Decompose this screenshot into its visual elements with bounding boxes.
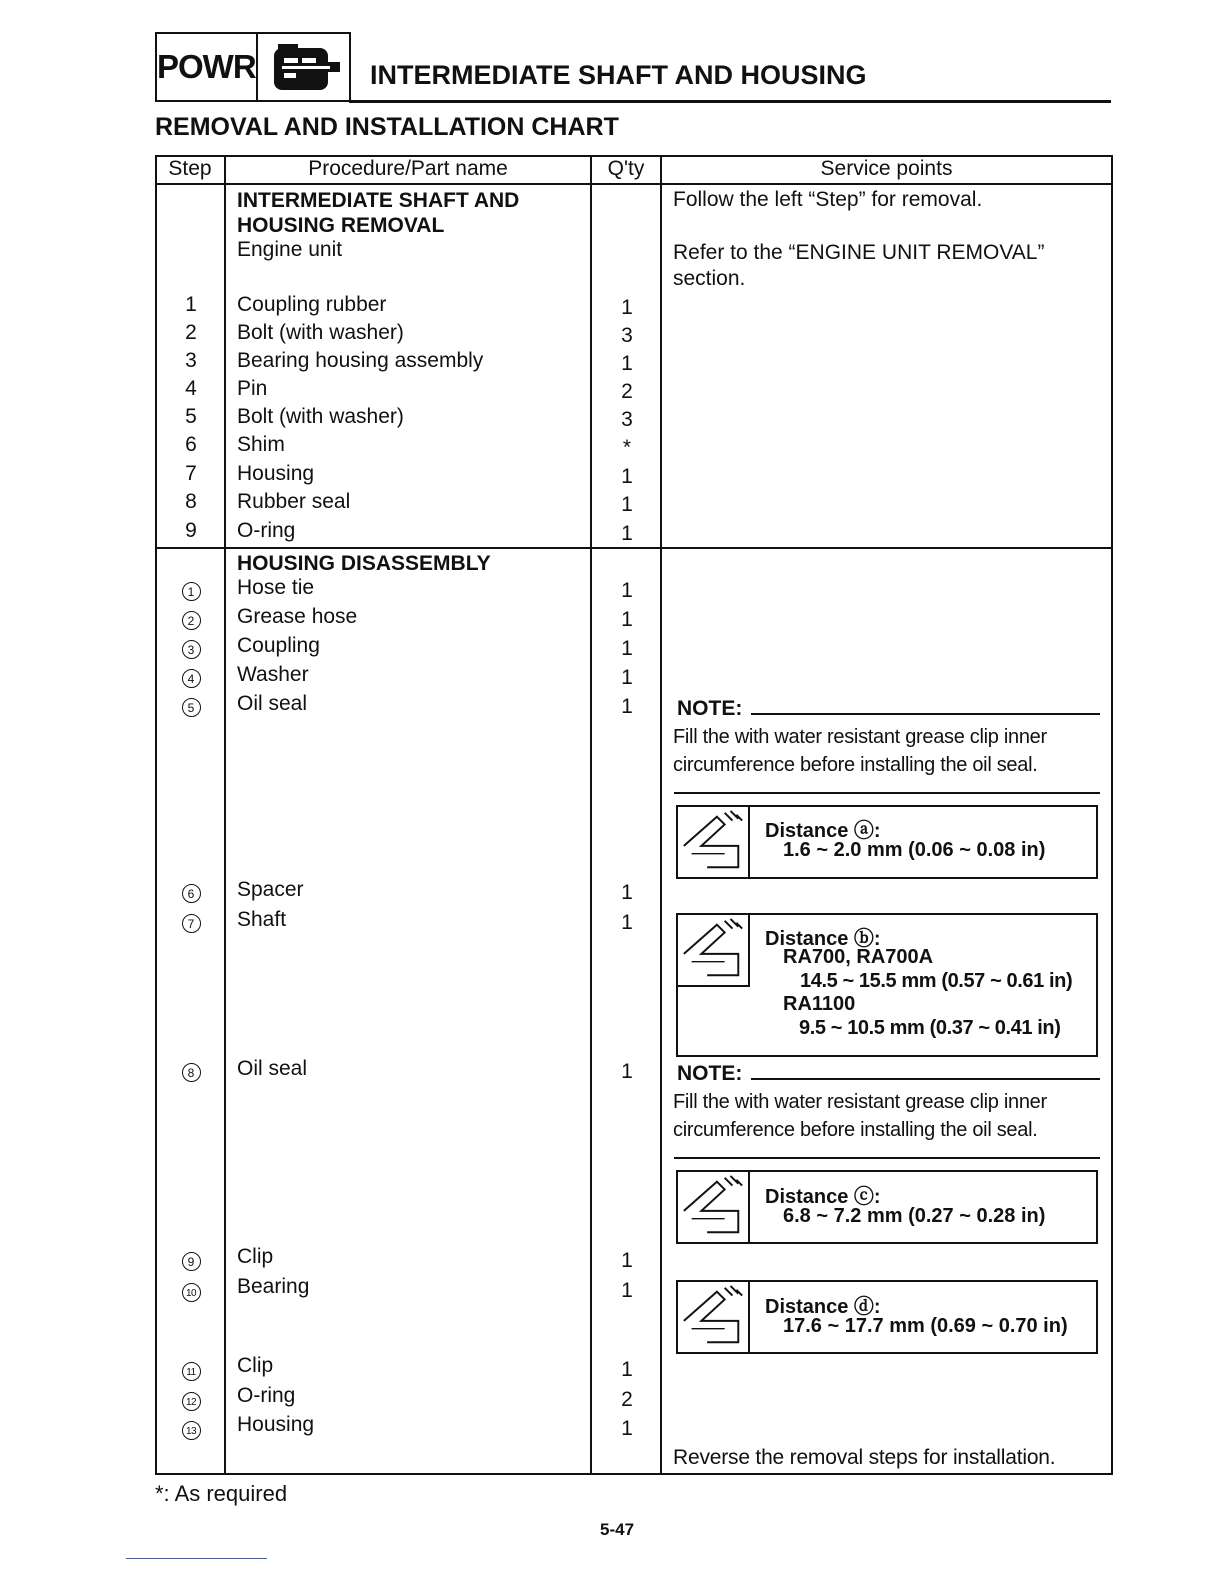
service-point: section. xyxy=(673,267,746,290)
quantity: 1 xyxy=(621,1358,633,1381)
quantity: 1 xyxy=(621,352,633,375)
service-point: Refer to the “ENGINE UNIT REMOVAL” xyxy=(673,241,1045,264)
part-name: Bolt (with washer) xyxy=(237,405,404,428)
note-label: NOTE: xyxy=(677,697,743,720)
step-number xyxy=(158,1278,224,1302)
step-circle: 6 xyxy=(182,884,201,903)
step-number: 7 xyxy=(185,462,197,485)
step-circle: 1 xyxy=(182,582,201,601)
column-header-qty: Q'ty xyxy=(607,157,645,180)
step-number: 8 xyxy=(185,490,197,513)
quantity: 1 xyxy=(621,637,633,660)
part-name: Clip xyxy=(237,1354,274,1377)
engine-shaft-icon xyxy=(268,40,344,96)
service-point: Follow the left “Step” for removal. xyxy=(673,188,983,211)
step-circle: 5 xyxy=(182,698,201,717)
spec-value: 1.6 ~ 2.0 mm (0.06 ~ 0.08 in) xyxy=(783,839,1046,861)
part-name: O-ring xyxy=(237,519,296,542)
quantity: 1 xyxy=(621,666,633,689)
spec-box-distance-c xyxy=(676,1170,1098,1244)
note-text: circumference before installing the oil seal. xyxy=(673,1119,1038,1141)
part-name: Oil seal xyxy=(237,692,308,715)
column-divider xyxy=(224,155,226,1475)
note-rule xyxy=(674,792,1100,794)
step-circle: 3 xyxy=(182,640,201,659)
step-number: 1 xyxy=(185,293,197,316)
quantity: 1 xyxy=(621,1279,633,1302)
column-divider xyxy=(590,155,592,1475)
quantity: 1 xyxy=(621,1249,633,1272)
part-name: Shaft xyxy=(237,908,287,931)
part-name: O-ring xyxy=(237,1384,296,1407)
page-title: INTERMEDIATE SHAFT AND HOUSING xyxy=(370,60,867,90)
step-number: 4 xyxy=(185,377,197,400)
quantity: 1 xyxy=(621,1060,633,1083)
chart-title: REMOVAL AND INSTALLATION CHART xyxy=(155,113,619,141)
step-number xyxy=(158,578,224,602)
note-text: Fill the with water resistant grease clip inner xyxy=(673,726,1047,748)
part-name: Rubber seal xyxy=(237,490,351,513)
part-name: Coupling rubber xyxy=(237,293,387,316)
step-number xyxy=(158,665,224,689)
quantity: 3 xyxy=(621,408,633,431)
part-name: Housing xyxy=(237,462,315,485)
step-circle: 12 xyxy=(182,1392,201,1411)
step-number: 5 xyxy=(185,405,197,428)
quantity: 1 xyxy=(621,493,633,516)
step-number xyxy=(158,910,224,934)
spec-value: 9.5 ~ 10.5 mm (0.37 ~ 0.41 in) xyxy=(799,1017,1061,1039)
note-text: circumference before installing the oil seal. xyxy=(673,754,1038,776)
quantity: 3 xyxy=(621,324,633,347)
caliper-icon xyxy=(678,807,750,879)
spec-box-distance-a xyxy=(676,805,1098,879)
step-number xyxy=(158,880,224,904)
step-circle: 7 xyxy=(182,914,201,933)
section-tab-label: POWR xyxy=(157,48,256,85)
step-number xyxy=(158,1357,224,1381)
part-name: Grease hose xyxy=(237,605,358,628)
quantity: 1 xyxy=(621,881,633,904)
note-rule xyxy=(674,1157,1100,1159)
part-name: Oil seal xyxy=(237,1057,308,1080)
header-row-divider xyxy=(155,183,1113,185)
section-heading: HOUSING REMOVAL xyxy=(237,214,445,237)
quantity: 2 xyxy=(621,1388,633,1411)
quantity: 2 xyxy=(621,380,633,403)
quantity: 1 xyxy=(621,1417,633,1440)
quantity: 1 xyxy=(621,911,633,934)
spec-model: RA700, RA700A xyxy=(783,946,934,968)
caliper-icon xyxy=(678,1282,750,1354)
step-number xyxy=(158,607,224,631)
footer-link-underline xyxy=(126,1558,267,1559)
quantity: 1 xyxy=(621,695,633,718)
spec-label: Distance ⓒ: xyxy=(765,1186,881,1208)
column-header-part: Procedure/Part name xyxy=(308,157,508,180)
part-name: Clip xyxy=(237,1245,274,1268)
page-number: 5-47 xyxy=(600,1520,635,1539)
spec-label: Distance ⓓ: xyxy=(765,1296,881,1318)
spec-value: 6.8 ~ 7.2 mm (0.27 ~ 0.28 in) xyxy=(783,1205,1046,1227)
step-number: 9 xyxy=(185,519,197,542)
section-heading: INTERMEDIATE SHAFT AND xyxy=(237,189,520,212)
step-number xyxy=(158,1387,224,1411)
spec-value: 14.5 ~ 15.5 mm (0.57 ~ 0.61 in) xyxy=(800,970,1073,992)
spec-model: RA1100 xyxy=(783,993,856,1015)
quantity: 1 xyxy=(621,465,633,488)
caliper-icon xyxy=(678,1172,750,1244)
note-rule xyxy=(751,713,1100,715)
step-number xyxy=(158,694,224,718)
footnote: *: As required xyxy=(155,1481,288,1506)
step-circle: 11 xyxy=(182,1362,201,1381)
quantity: 1 xyxy=(621,522,633,545)
note-label: NOTE: xyxy=(677,1062,743,1085)
step-number xyxy=(158,636,224,660)
part-name: Shim xyxy=(237,433,285,456)
spec-label: Distance ⓐ: xyxy=(765,820,881,842)
column-header-step: Step xyxy=(168,157,212,180)
step-circle: 4 xyxy=(182,669,201,688)
section-divider xyxy=(155,547,1113,549)
spec-box-distance-b xyxy=(676,913,1098,1057)
step-number: 3 xyxy=(185,349,197,372)
step-circle: 13 xyxy=(182,1421,201,1440)
spec-box-distance-d xyxy=(676,1280,1098,1354)
caliper-icon xyxy=(678,915,750,987)
step-number xyxy=(158,1416,224,1440)
section-tab-divider xyxy=(256,32,258,102)
step-circle: 9 xyxy=(182,1252,201,1271)
step-number xyxy=(158,1059,224,1083)
column-header-service: Service points xyxy=(820,157,953,180)
part-name: Hose tie xyxy=(237,576,315,599)
part-name: Bearing housing assembly xyxy=(237,349,484,372)
part-name: Spacer xyxy=(237,878,304,901)
spec-value: 17.6 ~ 17.7 mm (0.69 ~ 0.70 in) xyxy=(783,1315,1068,1337)
quantity: 1 xyxy=(621,608,633,631)
step-circle: 8 xyxy=(182,1063,201,1082)
section-heading: HOUSING DISASSEMBLY xyxy=(237,552,491,575)
step-circle: 2 xyxy=(182,611,201,630)
part-name: Pin xyxy=(237,377,268,400)
step-number: 6 xyxy=(185,433,197,456)
part-name: Washer xyxy=(237,663,309,686)
step-number xyxy=(158,1248,224,1272)
note-text: Fill the with water resistant grease clip inner xyxy=(673,1091,1047,1113)
column-divider xyxy=(660,155,662,1475)
quantity: 1 xyxy=(621,296,633,319)
note-rule xyxy=(751,1078,1100,1080)
spec-label: Distance ⓑ: xyxy=(765,928,881,950)
part-name: Bolt (with washer) xyxy=(237,321,404,344)
installation-note: Reverse the removal steps for installation. xyxy=(673,1446,1056,1469)
quantity: * xyxy=(622,436,632,459)
part-name: Housing xyxy=(237,1413,315,1436)
quantity: 1 xyxy=(621,579,633,602)
header-rule xyxy=(349,100,1111,103)
part-name: Engine unit xyxy=(237,238,343,261)
part-name: Coupling xyxy=(237,634,320,657)
part-name: Bearing xyxy=(237,1275,310,1298)
step-circle: 10 xyxy=(182,1283,201,1302)
step-number: 2 xyxy=(185,321,197,344)
